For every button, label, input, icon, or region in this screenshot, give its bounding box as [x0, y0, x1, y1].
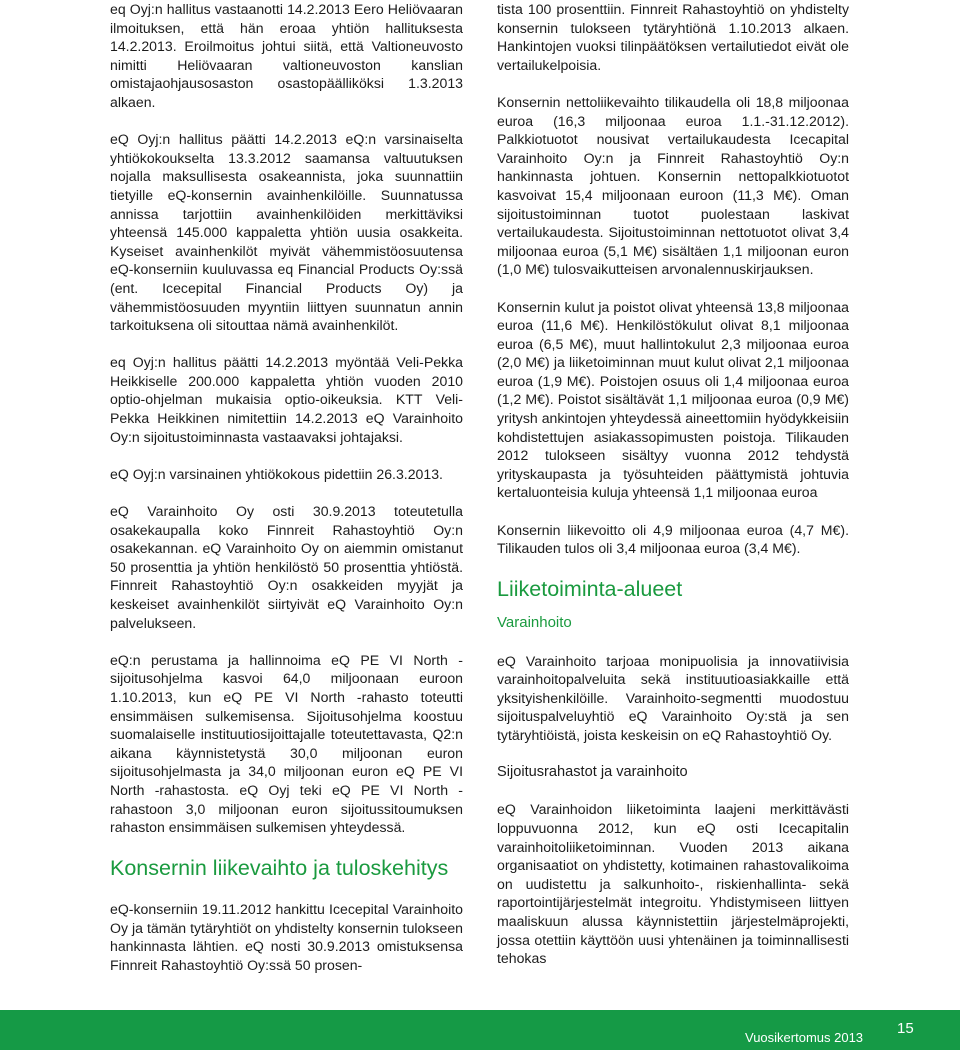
paragraph-pe-vi-north: eQ:n perustama ja hallinnoima eQ PE VI North -sijoitusohjelma kasvoi 64,0 miljoonaan euroon 1.10.2013, kun eQ PE VI North -rahasto toteutti ensimmäisen sulkemisensa. Sijoitusohjelma koostuu suomalaiselle instituutiosijoittajalle toteutettavasta, Q2:n aikana käynnistetystä 30,0 miljoonan euron sijoitusohjelmasta ja 34,0 miljoonan euron eQ PE VI North -rahastosta. eQ Oyj teki eQ PE VI North -rahastoon 3,0 miljoonan euron sijoitussitoumuksen rahaston ensimmäisen sulkemisen yhteydessä. [110, 651, 463, 836]
annual-report-label: Vuosikertomus 2013 [745, 1030, 864, 1045]
paragraph-finnreit-acquisition: eQ Varainhoito Oy osti 30.9.2013 toteutetulla osakekaupalla koko Finnreit Rahastoyhtiö Oy:n osakekannan. eQ Varainhoito Oy on aiemmin omistanut 50 prosenttia ja yhtiön henkilöstö 50 prosenttia yhtiöstä. Finnreit Rahastoyhtiö Oy:n osakkeiden myyjät ja keskeiset avainhenkilöt siirtyivät eQ Varainhoito Oy:n palvelukseen. [110, 503, 463, 631]
paragraph-share-issue: eQ Oyj:n hallitus päätti 14.2.2013 eQ:n varsinaiselta yhtiökokoukselta 13.3.2012 saamansa valtuutuksen nojalla maksullisesta osakeannista, joka suunnattiin tietyille eQ-konsernin avainhenkilöille. Suunnatussa annissa tarjottiin avainhenkilöiden merkittäviksi yhteensä 145.000 kappaletta yhtiön uusia osakkeita. Kyseiset avainhenkilöt myivät vähemmistöosuutensa eQ-konserniin kuuluvassa eq Financial Products Oy:ssä (ent. Icecepital Financial Products Oy) ja vähemmistöosuuden myyntiin liittyen suunnatun annin tarkoituksena oli sitouttaa nämä avainhenkilöt. [110, 131, 463, 334]
subheading-asset-management: Varainhoito [497, 614, 572, 632]
heading-business-areas: Liiketoiminta-alueet [497, 577, 683, 602]
page-number: 15 [897, 1020, 914, 1037]
paragraph-resignation: eq Oyj:n hallitus vastaanotti 14.2.2013 Eero Heliövaaran ilmoituksen, että hän eroaa yhtiön hallituksesta 14.2.2013. Eroilmoitus johtui siitä, että Valtioneuvosto nimitti Heliövaaran valtioneuvoston kanslian omistajaohjausosaston osastopäälliköksi 1.3.2013 alkaen. [110, 1, 463, 110]
paragraph-consolidation: eQ-konserniin 19.11.2012 hankittu Icecepital Varainhoito Oy ja tämän tytäryhtiöt on yhdistelty konsernin tulokseen hankinnasta lähtien. eQ nosti 30.9.2013 omistuksensa Finnreit Rahastoyhtiö Oy:ssä 50 prosen- [110, 900, 463, 973]
page-footer [0, 1010, 960, 1050]
paragraph-operating-profit: Konsernin liikevoitto oli 4,9 miljoonaa euroa (4,7 M€). Tilikauden tulos oli 3,4 miljoonaa euroa (3,4 M€). [497, 521, 849, 557]
paragraph-expenses: Konsernin kulut ja poistot olivat yhteensä 13,8 miljoonaa euroa (11,6 M€). Henkilöstökulut olivat 8,1 miljoonaa euroa (6,5 M€), muut hallintokulut 2,3 miljoonaa euroa (2,0 M€) ja liiketoiminnan muut kulut olivat 2,1 miljoonaa euroa (1,9 M€). Poistojen osuus oli 1,4 miljoonaa euroa (1,2 M€). Poistot sisältävät 1,1 miljoonaa euroa (0,9 M€) yritysh ankintojen yhteydessä aineettomiin hyödykkeisiin kohdistettujen asiakassopimusten poistoja. Tilikauden 2012 tulokseen sisältyy vuonna 2012 tehdystä yrityskaupasta ja työsuhteiden päättymistä johtuvia kertaluonteisia kuluja yhteensä 1,1 miljoonaa euroa [497, 298, 849, 501]
paragraph-net-revenue: Konsernin nettoliikevaihto tilikaudella oli 18,8 miljoonaa euroa (16,3 miljoonaa euroa 1.1.-31.12.2012). Palkkiotuotot nousivat vertailukaudesta Icecapital Varainhoito Oy:n ja Finnreit Rahastoyhtiö Oy:n hankinnasta johtuen. Konsernin nettopalkkiotuotot kasvoivat 15,4 miljoonaan euroon (11,3 M€). Oman sijoitustoiminnan tuotot puolestaan laskivat vertailukaudesta. Sijoitustoiminnan nettotuotot olivat 3,4 miljoonaa euroa (5,1 M€) sisältäen 1,1 miljoonan euron (1,0 M€) tulosvaikutteisen arvonalennuskirjauksen. [497, 93, 849, 278]
paragraph-agm: eQ Oyj:n varsinainen yhtiökokous pidettiin 26.3.2013. [110, 465, 443, 482]
paragraph-asset-management: eQ Varainhoito tarjoaa monipuolisia ja innovatiivisia varainhoitopalveluita sekä instituutioasiakkaille että yksityishenkilöille. Varainhoito-segmentti muodostuu sijoituspalveluyhtiö eQ Varainhoito Oy:stä ja sen tytäryhtiöistä, joista keskeisin on eQ Rahastoyhtiö Oy. [497, 652, 849, 743]
left-column [110, 0, 463, 974]
paragraph-options: eq Oyj:n hallitus päätti 14.2.2013 myöntää Veli-Pekka Heikkiselle 200.000 kappaletta yhtiön vuoden 2010 optio-ohjelman mukaisia optio-oikeuksia. KTT Veli-Pekka Heikkinen nimitettiin 14.2.2013 eQ Varainhoito Oy:n sijoitustoiminnasta vastaavaksi johtajaksi. [110, 354, 463, 445]
paragraph-consolidation-cont: tista 100 prosenttiin. Finnreit Rahastoyhtiö on yhdistelty konsernin tulokseen tytäryhtiönä 1.10.2013 alkaen. Hankintojen vuoksi tilinpäätöksen vertailutiedot eivät ole vertailukelpoisia. [497, 1, 849, 73]
heading-revenue-results: Konsernin liikevaihto ja tuloskehitys [110, 856, 449, 881]
subheading-funds: Sijoitusrahastot ja varainhoito [497, 764, 688, 781]
paragraph-funds: eQ Varainhoidon liiketoiminta laajeni merkittävästi loppuvuonna 2012, kun eQ osti Icecapitalin varainhoitoliiketoiminnan. Vuoden 2013 aikana organisaatiot on yhdistetty, kotimainen rahastovalikoima on uudistettu ja salkunhoito-, riskienhallinta- sekä raportointijärjestelmät integroitu. Yhdistymiseen liittyen maaliskuun alussa käynnistettiin järjestelmäprojekti, jossa otettiin käyttöön uusi yhtenäinen ja toiminnallisesti tehokas [497, 801, 849, 967]
right-column [497, 0, 849, 968]
